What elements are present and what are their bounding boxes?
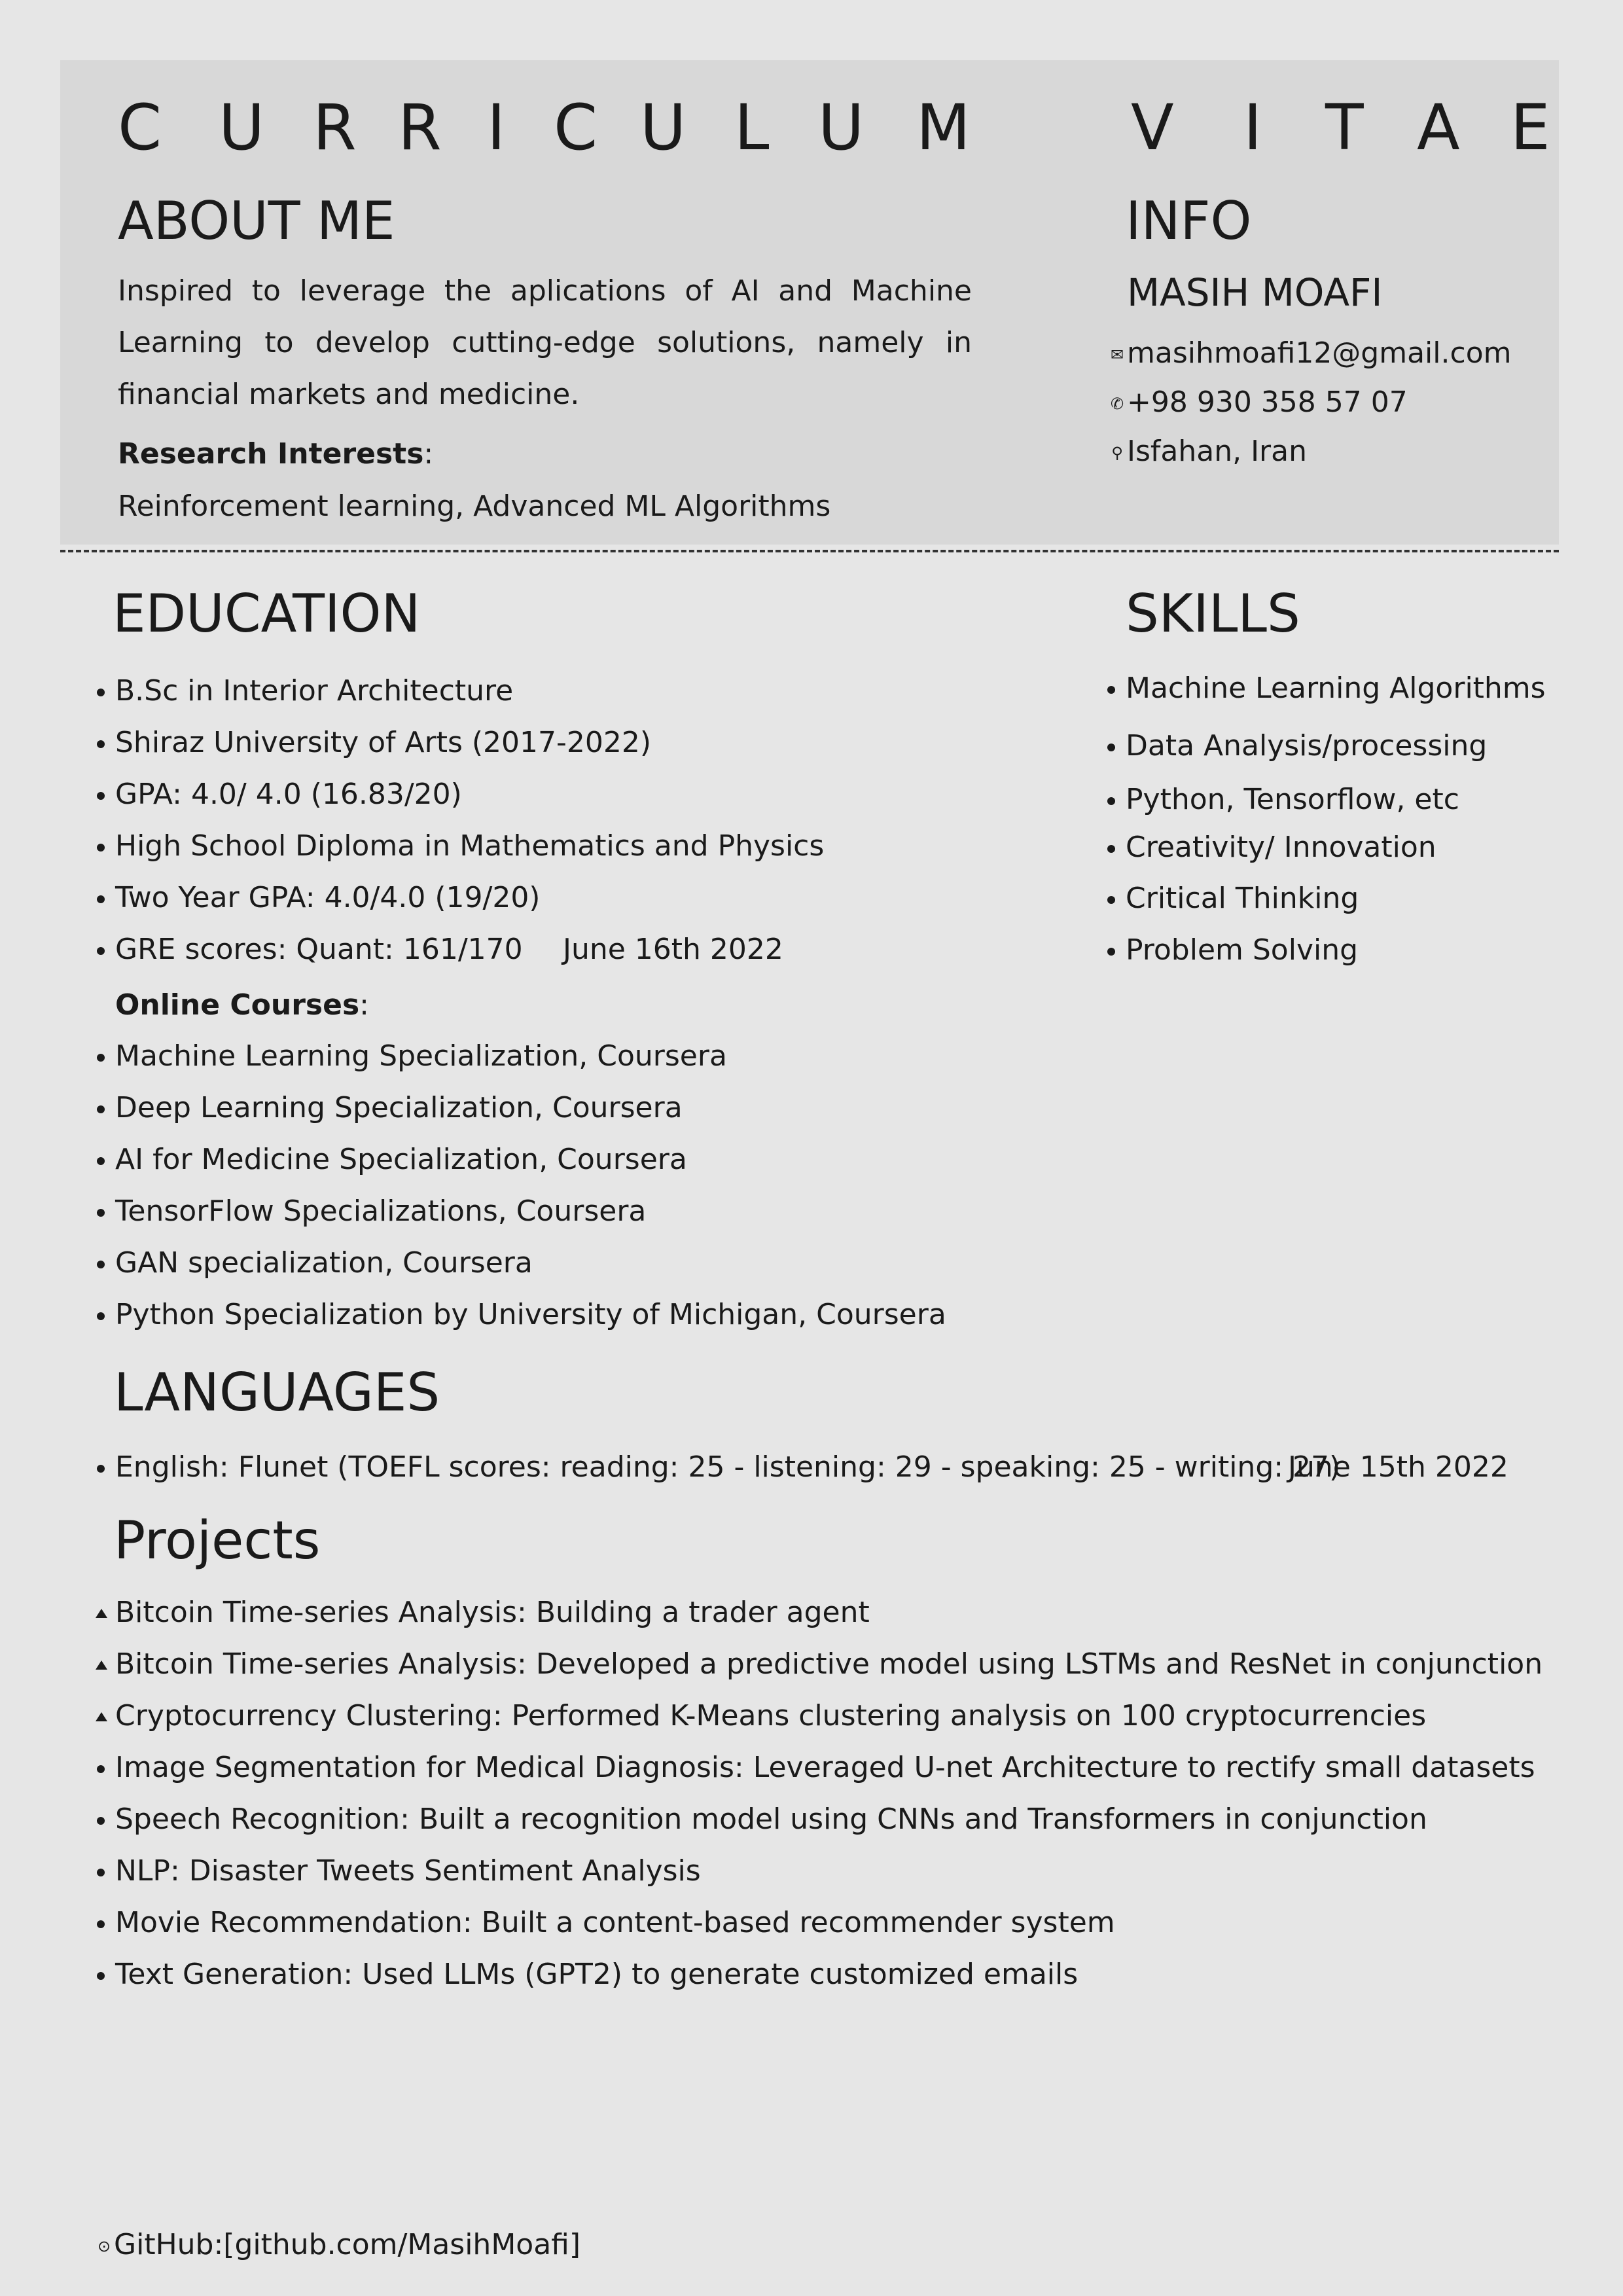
title-letter: M — [916, 91, 971, 164]
location-row — [1107, 435, 1307, 470]
triangle-bullet-icon — [96, 1660, 107, 1670]
research-colon: : — [423, 437, 434, 471]
phone-row — [1107, 386, 1408, 421]
gre-date: June 16th 2022 — [563, 933, 783, 966]
list-item: Deep Learning Specialization, Coursera — [96, 1091, 946, 1143]
list-item: Speech Recognition: Built a recognition model using CNNs and Transformers in conjunction — [96, 1803, 1543, 1854]
bullet-icon — [1107, 797, 1115, 805]
bullet-icon — [1107, 948, 1115, 956]
section-divider — [60, 550, 1559, 552]
list-item: GRE scores: Quant: 161/170 — [96, 933, 824, 984]
bullet-icon — [97, 1209, 105, 1217]
bullet-icon — [97, 1869, 105, 1876]
bullet-icon — [97, 1765, 105, 1773]
email-text[interactable]: masihmoafi12@gmail.com — [1127, 336, 1512, 370]
list-item: Two Year GPA: 4.0/4.0 (19/20) — [96, 881, 824, 933]
list-item: Machine Learning Specialization, Coursera — [96, 1039, 946, 1091]
list-item: Text Generation: Used LLMs (GPT2) to generate customized emails — [96, 1958, 1543, 2009]
list-item: B.Sc in Interior Architecture — [96, 674, 824, 726]
skills-list — [1106, 672, 1546, 985]
title-letter: C — [554, 91, 598, 164]
online-courses-list — [96, 1039, 946, 1350]
list-item: High School Diploma in Mathematics and Physics — [96, 829, 824, 881]
info-heading: INFO — [1126, 190, 1252, 251]
location-text: Isfahan, Iran — [1127, 435, 1307, 468]
online-courses-label: Online Courses: — [115, 988, 369, 1022]
bullet-icon — [97, 1054, 105, 1062]
bullet-icon — [97, 740, 105, 748]
bullet-icon — [97, 1312, 105, 1320]
research-value: Reinforcement learning, Advanced ML Algorithms — [118, 490, 831, 523]
envelope-icon: ✉ — [1110, 346, 1124, 364]
title-letter: R — [313, 91, 357, 164]
list-item: Movie Recommendation: Built a content-based recommender system — [96, 1906, 1543, 1958]
bullet-icon — [97, 1157, 105, 1165]
languages-list — [96, 1450, 1340, 1484]
title-letter: L — [734, 91, 770, 164]
bullet-icon — [97, 792, 105, 800]
triangle-bullet-icon — [96, 1609, 107, 1618]
title-letter: U — [219, 91, 265, 164]
bullet-icon — [1107, 845, 1115, 853]
bullet-icon — [1107, 896, 1115, 904]
bullet-icon — [97, 1920, 105, 1928]
bullet-icon — [1107, 744, 1115, 751]
bullet-icon — [97, 1817, 105, 1825]
education-heading: EDUCATION — [113, 583, 421, 644]
cv-title-vitae — [1113, 92, 1571, 164]
bullet-icon — [1107, 686, 1115, 694]
title-letter: I — [1243, 91, 1262, 164]
title-letter: T — [1325, 91, 1364, 164]
bullet-icon — [97, 844, 105, 852]
skills-heading: SKILLS — [1126, 583, 1300, 644]
list-item: Data Analysis/processing — [1106, 729, 1546, 783]
list-item: TensorFlow Specializations, Coursera — [96, 1194, 946, 1246]
phone-text: +98 930 358 57 07 — [1127, 386, 1408, 419]
title-letter: U — [818, 91, 865, 164]
list-item: AI for Medicine Specialization, Coursera — [96, 1143, 946, 1194]
list-item: English: Flunet (TOEFL scores: reading: 25 - listening: 29 - speaking: 25 - writing: 27) — [96, 1450, 1340, 1484]
list-item: Image Segmentation for Medical Diagnosis: Leveraged U-net Architecture to rectify small datasets — [96, 1751, 1543, 1803]
bullet-icon — [97, 1972, 105, 1980]
list-item: Bitcoin Time-series Analysis: Developed a predictive model using LSTMs and ResNet in conjunction — [96, 1647, 1543, 1699]
list-item: Bitcoin Time-series Analysis: Building a trader agent — [96, 1596, 1543, 1647]
title-letter: U — [640, 91, 687, 164]
list-item: Python Specialization by University of Michigan, Coursera — [96, 1298, 946, 1350]
research-interests — [118, 437, 433, 471]
bullet-icon — [97, 1465, 105, 1473]
list-item: Shiraz University of Arts (2017-2022) — [96, 726, 824, 778]
toefl-date: June 15th 2022 — [1288, 1450, 1508, 1484]
list-item: Critical Thinking — [1106, 882, 1546, 933]
list-item: Problem Solving — [1106, 933, 1546, 985]
bullet-icon — [97, 1105, 105, 1113]
github-icon: ⊙ — [97, 2237, 111, 2255]
list-item: GPA: 4.0/ 4.0 (16.83/20) — [96, 778, 824, 829]
title-letter: C — [118, 91, 162, 164]
github-row — [94, 2228, 580, 2263]
projects-list — [96, 1596, 1543, 2009]
github-link[interactable]: GitHub:[github.com/MasihMoafi] — [114, 2228, 581, 2261]
title-letter: V — [1131, 91, 1174, 164]
bullet-icon — [97, 895, 105, 903]
list-item: Creativity/ Innovation — [1106, 831, 1546, 882]
title-letter: R — [398, 91, 442, 164]
bullet-icon — [97, 689, 105, 696]
phone-icon: ✆ — [1110, 395, 1124, 413]
bullet-icon — [97, 947, 105, 955]
about-paragraph: Inspired to leverage the aplications of AI and Machine Learning to develop cutting-edge solutions, namely in financial markets and medicine. — [118, 274, 972, 411]
map-pin-icon: ⚲ — [1111, 444, 1123, 462]
languages-heading: LANGUAGES — [114, 1362, 440, 1423]
cv-title-curriculum — [0, 92, 1047, 164]
bullet-icon — [97, 1261, 105, 1268]
title-letter: I — [487, 91, 506, 164]
info-name: MASIH MOAFI — [1127, 270, 1383, 315]
title-letter: A — [1417, 91, 1460, 164]
research-label: Research Interests — [118, 437, 424, 471]
title-letter: E — [1510, 91, 1550, 164]
projects-heading: Projects — [114, 1510, 321, 1571]
email-row — [1107, 336, 1511, 372]
triangle-bullet-icon — [96, 1712, 107, 1721]
list-item: Machine Learning Algorithms — [1106, 672, 1546, 729]
list-item: Cryptocurrency Clustering: Performed K-Means clustering analysis on 100 cryptocurrencies — [96, 1699, 1543, 1751]
about-heading: ABOUT ME — [118, 190, 395, 251]
list-item: GAN specialization, Coursera — [96, 1246, 946, 1298]
list-item: Python, Tensorflow, etc — [1106, 783, 1546, 831]
list-item: NLP: Disaster Tweets Sentiment Analysis — [96, 1854, 1543, 1906]
